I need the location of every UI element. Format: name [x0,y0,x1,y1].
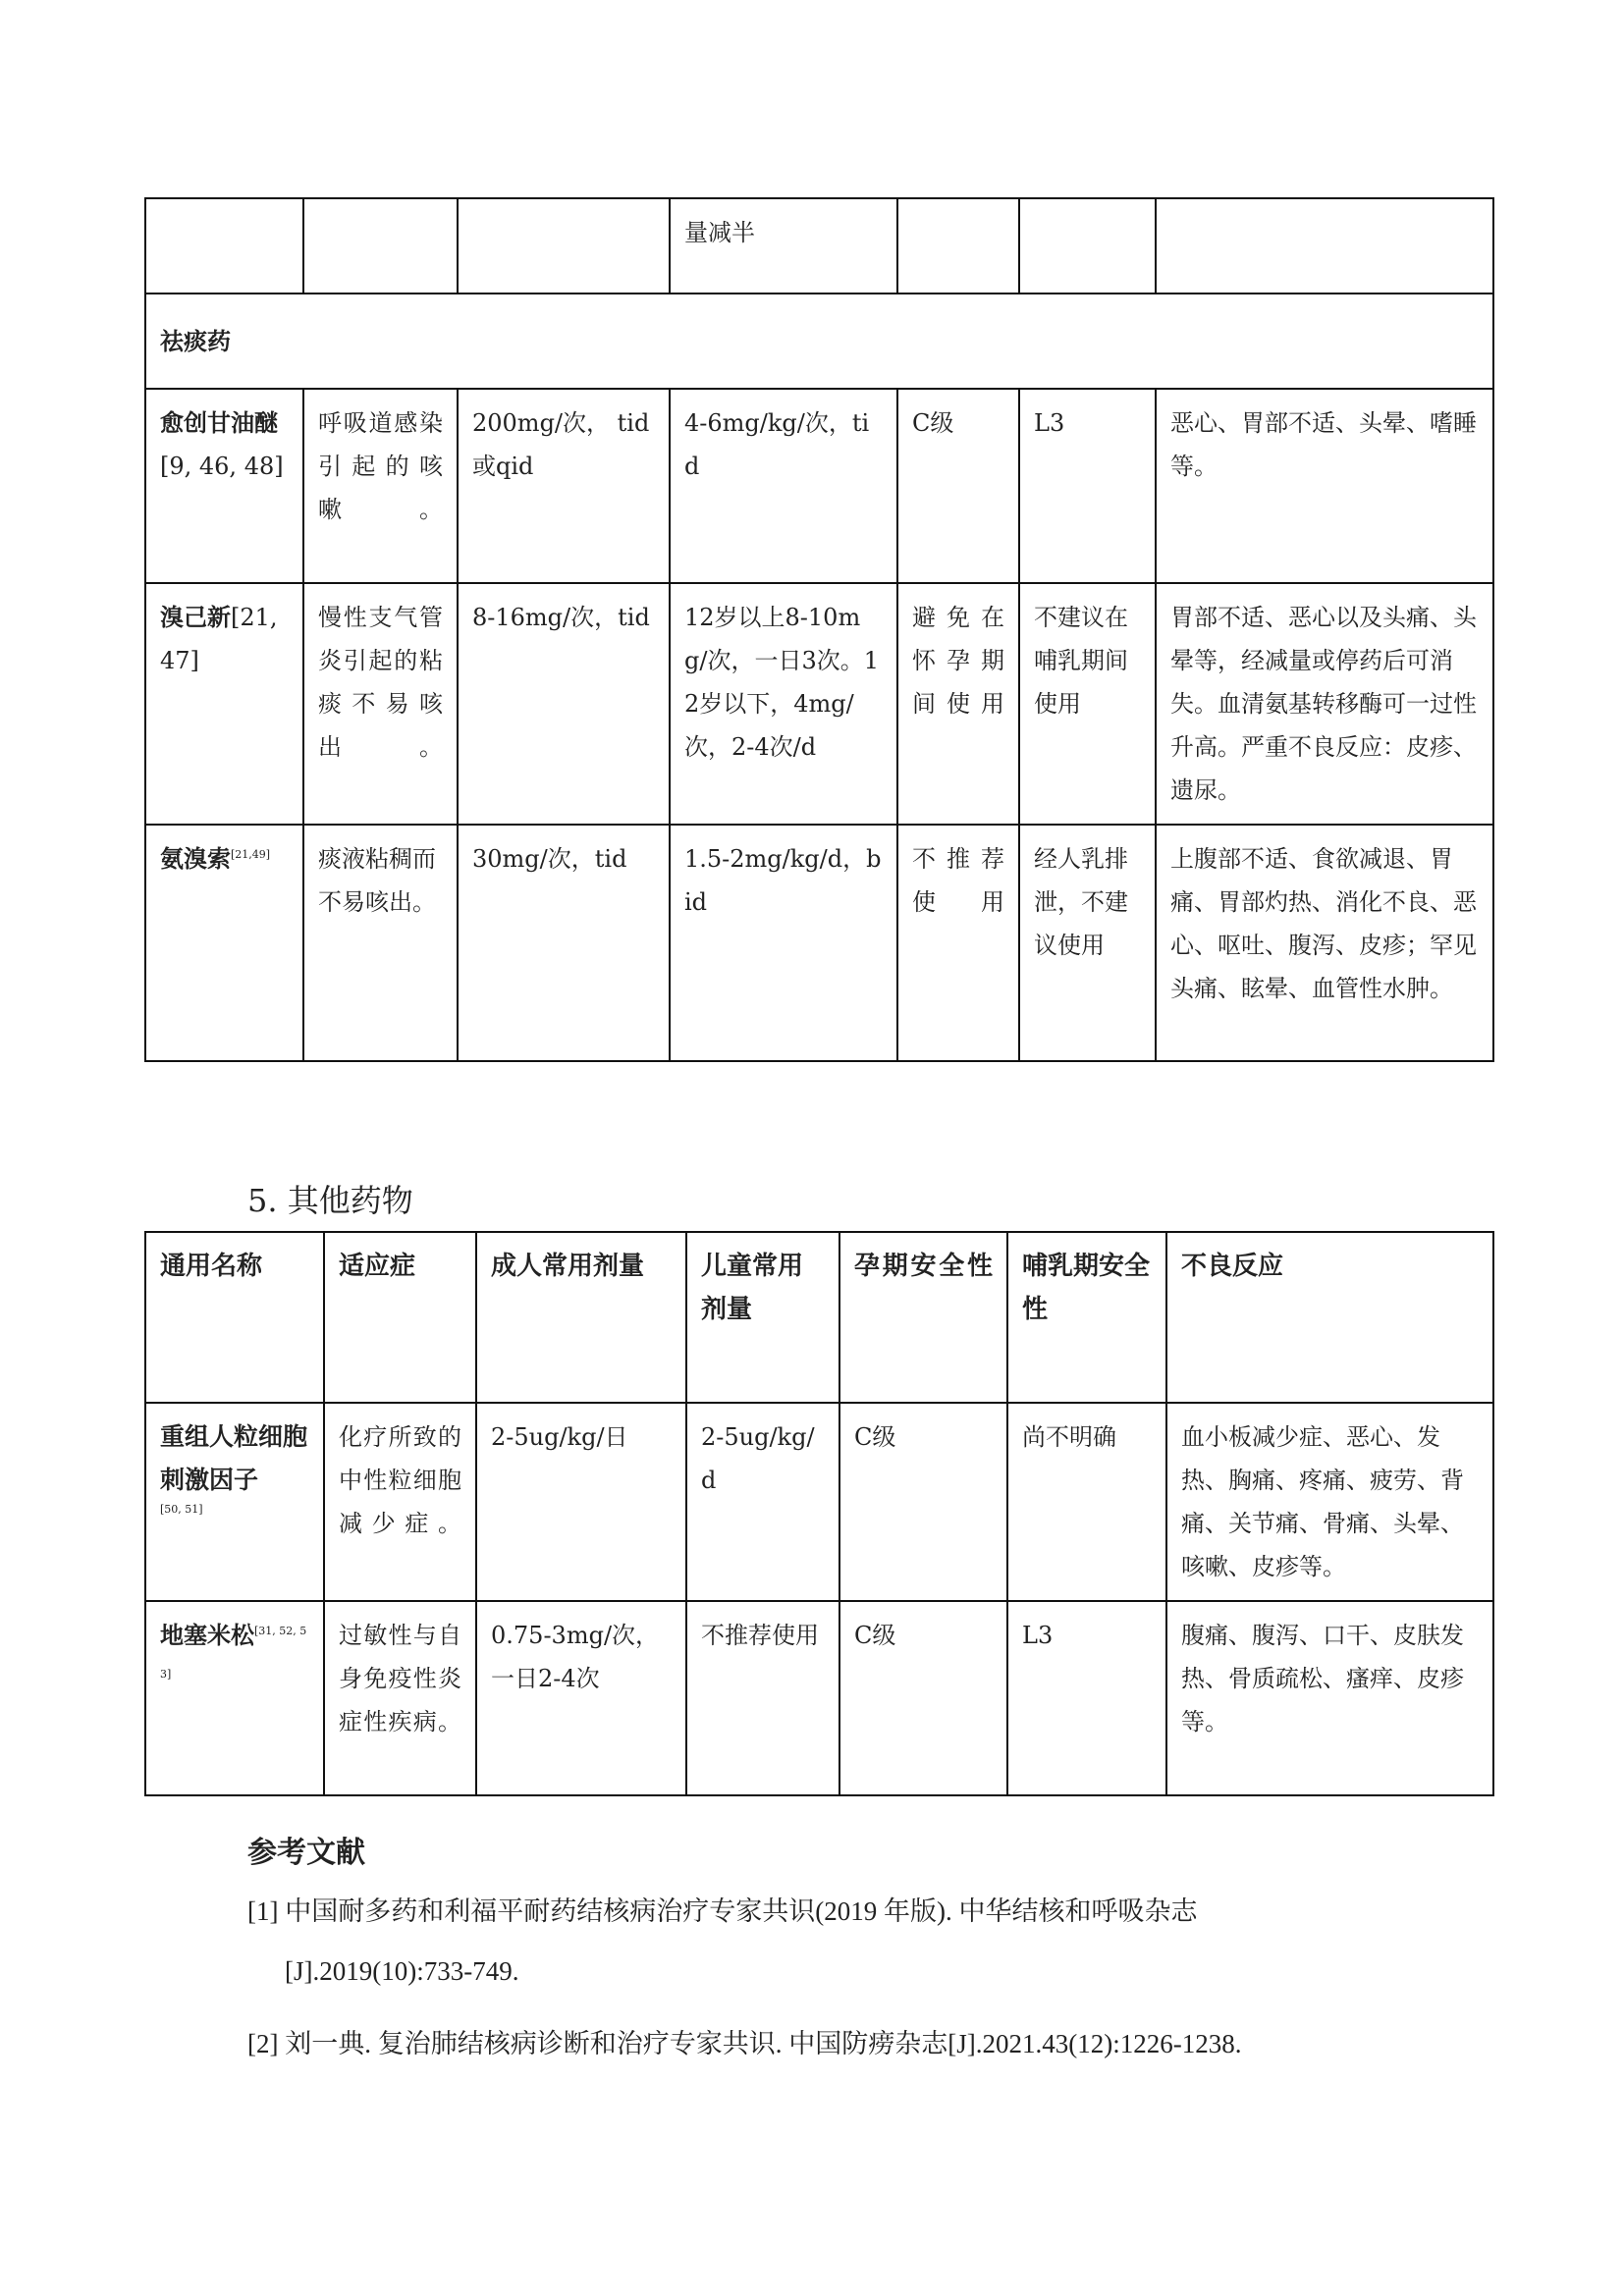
adverse-cell: 腹痛、腹泻、口干、皮肤发热、骨质疏松、瘙痒、皮疹等。 [1166,1601,1493,1795]
pediatric-dose-cell: 2-5ug/kg/d [686,1403,839,1601]
column-header: 成人常用剂量 [476,1232,686,1403]
drug-name: 氨溴索 [160,845,231,873]
pregnancy-cell: 不推荐使用 [897,825,1019,1061]
lactation-cell: 不建议在哺乳期间使用 [1019,583,1156,825]
indication-cell: 呼吸道感染引起的咳嗽。 [303,389,458,583]
continuation-row [145,198,1493,294]
table-row [145,1601,1493,1795]
drug-name-cell [145,825,303,1061]
pregnancy-cell: C级 [897,389,1019,583]
column-header: 孕期安全性 [839,1232,1007,1403]
table-row [145,1403,1493,1601]
drug-ref: [9, 46, 48] [160,453,284,480]
pregnancy-cell: 避免在怀孕期间使用 [897,583,1019,825]
drug-ref: [21, 47] [160,604,278,674]
column-header: 儿童常用剂量 [686,1232,839,1403]
column-header: 适应症 [324,1232,476,1403]
table-row [145,389,1493,583]
column-header: 通用名称 [145,1232,324,1403]
adult-dose-cell: 30mg/次，tid [458,825,670,1061]
pediatric-dose-cell: 4-6mg/kg/次，tid [670,389,897,583]
header-row [145,1232,1493,1403]
drug-name: 重组人粒细胞刺激因子 [160,1422,308,1494]
indication-cell: 过敏性与自身免疫性炎症性疾病。 [324,1601,476,1795]
indication-cell: 化疗所致的中性粒细胞减少症。 [324,1403,476,1601]
adverse-cell: 上腹部不适、食欲减退、胃痛、胃部灼热、消化不良、恶心、呕吐、腹泻、皮疹；罕见头痛、眩晕、血管性水肿。 [1156,825,1493,1061]
pregnancy-cell: C级 [839,1601,1007,1795]
adult-dose-cell: 200mg/次， tid 或qid [458,389,670,583]
drug-name-cell [145,1403,324,1601]
pediatric-dose-cell: 1.5-2mg/kg/d，bid [670,825,897,1061]
pediatric-dose-cell: 量减半 [670,198,897,294]
drug-ref: [50, 51] [160,1503,203,1516]
drug-name: 地塞米松 [160,1622,254,1649]
table-row [145,583,1493,825]
indication-cell: 痰液粘稠而不易咳出。 [303,825,458,1061]
drug-name-cell [145,1601,324,1795]
references-title: 参考文献 [247,1836,365,1870]
category-row [145,294,1493,389]
table-row [145,825,1493,1061]
other-drugs-table [144,1231,1494,1796]
expectorant-drug-table [144,197,1494,1062]
adult-dose-cell: 8-16mg/次，tid [458,583,670,825]
drug-ref: [31, 52, 53] [160,1625,307,1681]
pediatric-dose-cell: 12岁以上8-10mg/次，一日3次。12岁以下，4mg/次，2-4次/d [670,583,897,825]
drug-name-cell [145,389,303,583]
section-heading: 5. 其他药物 [247,1182,413,1219]
drug-name: 溴己新 [160,604,231,631]
drug-name: 愈创甘油醚 [160,409,278,437]
adult-dose-cell: 0.75-3mg/次，一日2-4次 [476,1601,686,1795]
category-label: 祛痰药 [145,294,1493,389]
lactation-cell: 经人乳排泄，不建议使用 [1019,825,1156,1061]
adverse-cell: 血小板减少症、恶心、发热、胸痛、疼痛、疲劳、背痛、关节痛、骨痛、头晕、咳嗽、皮疹等。 [1166,1403,1493,1601]
column-header: 不良反应 [1166,1232,1493,1403]
drug-ref: [21,49] [231,848,271,861]
reference-1-line2: [J].2019(10):733-749. [285,1956,519,1986]
reference-2-line1: [2] 刘一典. 复治肺结核病诊断和治疗专家共识. 中国防痨杂志[J].2021.43(12):1226-1238. [247,2029,1242,2058]
adverse-cell: 恶心、胃部不适、头晕、嗜睡等。 [1156,389,1493,583]
reference-1-line1: [1] 中国耐多药和利福平耐药结核病治疗专家共识(2019 年版). 中华结核和呼吸杂志 [247,1896,1198,1926]
adult-dose-cell: 2-5ug/kg/日 [476,1403,686,1601]
adverse-cell: 胃部不适、恶心以及头痛、头晕等，经减量或停药后可消失。血清氨基转移酶可一过性升高。严重不良反应：皮疹、遗尿。 [1156,583,1493,825]
pregnancy-cell: C级 [839,1403,1007,1601]
lactation-cell: L3 [1007,1601,1166,1795]
lactation-cell: L3 [1019,389,1156,583]
drug-name-cell [145,583,303,825]
pediatric-dose-cell: 不推荐使用 [686,1601,839,1795]
lactation-cell: 尚不明确 [1007,1403,1166,1601]
indication-cell: 慢性支气管炎引起的粘痰不易咳出。 [303,583,458,825]
column-header: 哺乳期安全性 [1007,1232,1166,1403]
